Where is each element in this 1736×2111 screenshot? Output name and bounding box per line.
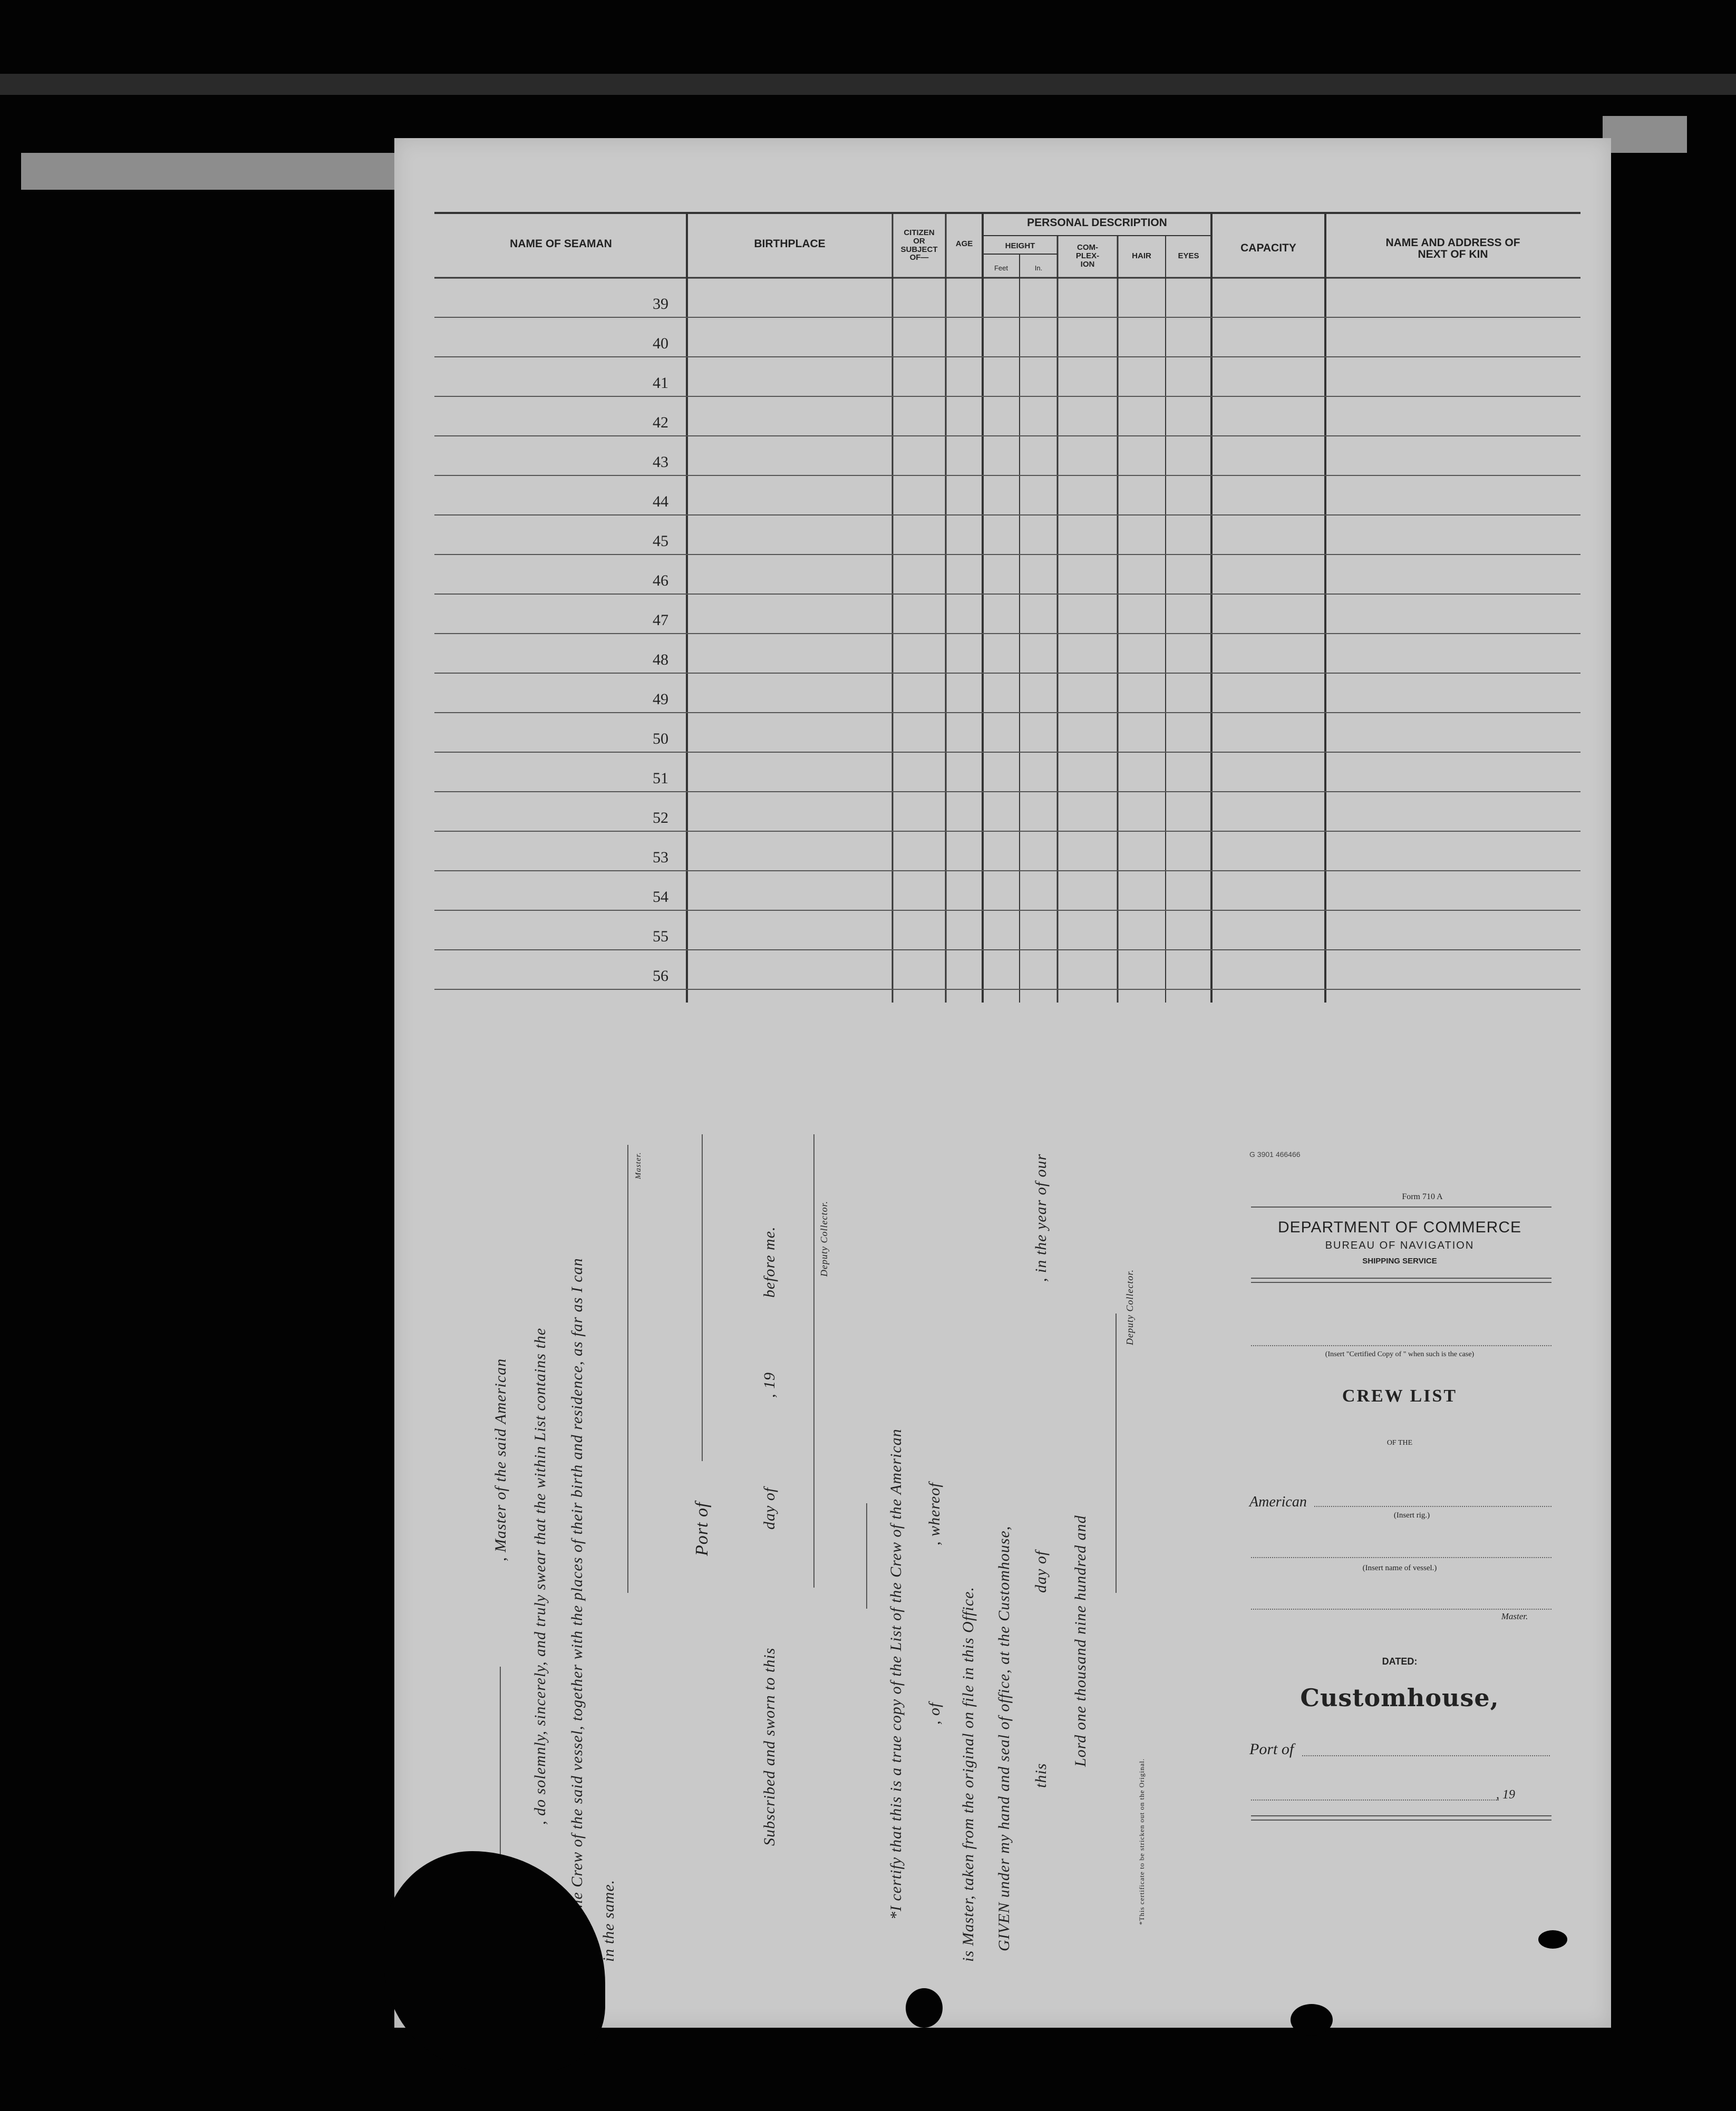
oath-line-2: , do solemnly, sincerely, and truly swear that the within List contains the [531, 1327, 549, 1825]
row-number: 44 [653, 493, 668, 510]
header-citizen-line4: OF— [909, 253, 929, 262]
right-binding-strip [1603, 116, 1687, 153]
certificate-line-1: *I certify that this is a true copy of the List of the Crew of the American [887, 1428, 905, 1920]
row-number: 49 [653, 690, 668, 708]
row-number: 43 [653, 453, 668, 471]
certificate-in-year: , in the year of our [1032, 1153, 1050, 1282]
table-grid [394, 138, 1611, 1034]
header-citizen-line1: CITIZEN [904, 228, 935, 237]
row-number: 50 [653, 730, 668, 747]
cover-rule-3 [1251, 1282, 1551, 1283]
top-binding-strip [0, 74, 1736, 95]
row-number: 53 [653, 849, 668, 866]
oath-line-3: all the Crew of the said vessel, together with the places of their birth and residence, as far as I can [568, 1258, 586, 1935]
bureau-title: BUREAU OF NAVIGATION [1325, 1240, 1475, 1251]
master-line [1251, 1609, 1551, 1610]
header-complexion [1058, 244, 1118, 268]
vessel-line [1251, 1557, 1551, 1558]
row-number: 47 [653, 611, 668, 629]
cover-rule-2 [1251, 1278, 1551, 1279]
header-citizen-line3: SUBJECT [900, 245, 938, 254]
master-label: Master. [1501, 1611, 1528, 1621]
cover-rule-1 [1251, 1207, 1551, 1208]
certificate-lord: Lord one thousand nine hundred and [1072, 1515, 1089, 1767]
header-personal-description: PERSONAL DESCRIPTION [1027, 217, 1167, 229]
deputy-line-1 [813, 1134, 814, 1588]
port-line-vertical [702, 1134, 703, 1461]
master-signature-line [627, 1145, 628, 1593]
paper-hole-2 [1291, 2004, 1333, 2036]
crew-list-page [394, 138, 1611, 2028]
header-complexion-line1: COM- [1077, 243, 1098, 252]
service-title: SHIPPING SERVICE [1362, 1257, 1437, 1266]
header-name-of-seaman: NAME OF SEAMAN [510, 238, 612, 250]
row-number: 51 [653, 770, 668, 787]
oath-line-1: , Master of the said American [492, 1358, 509, 1561]
header-citizen [893, 229, 946, 262]
deputy-line-2 [1116, 1314, 1117, 1593]
american-label: American [1249, 1494, 1307, 1510]
oath-deputy-collector: Deputy Collector. [819, 1201, 829, 1277]
cover-rule-4 [1251, 1815, 1551, 1816]
row-number: 56 [653, 967, 668, 985]
header-complexion-line3: ION [1080, 259, 1095, 269]
certificate-day-of: day of [1032, 1550, 1050, 1593]
header-height: HEIGHT [1005, 241, 1035, 250]
oath-port-of: Port of [692, 1502, 712, 1556]
row-number: 41 [653, 374, 668, 392]
certificate-deputy-collector: Deputy Collector. [1124, 1269, 1135, 1345]
separator-line [866, 1503, 867, 1609]
header-kin-line2: NEXT OF KIN [1418, 248, 1488, 261]
insert-rig-note: (Insert rig.) [1393, 1511, 1430, 1520]
print-code: G 3901 466466 [1249, 1150, 1301, 1159]
cover-rule-5 [1251, 1820, 1551, 1821]
port-line [1302, 1755, 1550, 1756]
header-citizen-line2: OR [913, 236, 925, 246]
row-number: 42 [653, 414, 668, 431]
header-kin-line1: NAME AND ADDRESS OF [1385, 237, 1520, 249]
oath-day-of: day of [761, 1487, 778, 1530]
header-capacity: CAPACITY [1240, 242, 1296, 254]
dated-label: DATED: [1382, 1656, 1418, 1667]
row-number: 54 [653, 888, 668, 906]
header-birthplace: BIRTHPLACE [754, 238, 826, 250]
form-number: Form 710 A [1402, 1192, 1443, 1201]
header-inches: In. [1034, 264, 1043, 272]
header-next-of-kin [1325, 237, 1580, 260]
paper-hole-3 [1538, 1930, 1567, 1949]
oath-year: , 19 [761, 1372, 778, 1398]
certificate-line-3: GIVEN under my hand and seal of office, at the Customhouse, [995, 1525, 1013, 1951]
certified-copy-line [1251, 1345, 1551, 1346]
row-number: 55 [653, 928, 668, 945]
header-age: AGE [955, 239, 973, 248]
certified-copy-note: (Insert "Certified Copy of " when such is the case) [1325, 1350, 1475, 1358]
row-number: 48 [653, 651, 668, 668]
department-title: DEPARTMENT OF COMMERCE [1277, 1219, 1522, 1236]
of-the-label: OF THE [1386, 1439, 1413, 1447]
rig-line [1314, 1506, 1551, 1507]
date-line [1251, 1799, 1499, 1801]
row-number: 40 [653, 335, 668, 352]
customhouse-label: Customhouse, [1300, 1684, 1499, 1712]
certificate-this: this [1032, 1763, 1050, 1788]
header-complexion-line2: PLEX- [1075, 251, 1100, 260]
header-hair: HAIR [1132, 251, 1151, 260]
left-binding-strip [21, 153, 401, 190]
insert-vessel-note: (Insert name of vessel.) [1362, 1564, 1437, 1572]
certificate-of: , of [926, 1702, 943, 1725]
port-of-label: Port of [1249, 1740, 1294, 1758]
row-number: 45 [653, 532, 668, 550]
oath-master-label: Master. [634, 1152, 643, 1179]
certificate-footnote: *This certificate to be stricken out on the Original. [1138, 1758, 1146, 1925]
row-number: 46 [653, 572, 668, 589]
header-eyes: EYES [1178, 251, 1199, 260]
paper-hole-1 [906, 1988, 943, 2028]
row-number: 39 [653, 295, 668, 313]
oath-name-line [500, 1667, 501, 1856]
oath-line-4: in the same. [600, 1879, 617, 1962]
header-feet: Feet [994, 264, 1008, 272]
oath-before-me: before me. [761, 1226, 778, 1298]
certificate-whereof: , whereof [926, 1482, 943, 1545]
certificate-line-2: is Master, taken from the original on file in this Office. [959, 1587, 977, 1962]
oath-sworn: Subscribed and sworn to this [761, 1647, 778, 1846]
crew-list-title: CREW LIST [1342, 1386, 1458, 1406]
year-label: , 19 [1496, 1788, 1515, 1802]
row-number: 52 [653, 809, 668, 826]
